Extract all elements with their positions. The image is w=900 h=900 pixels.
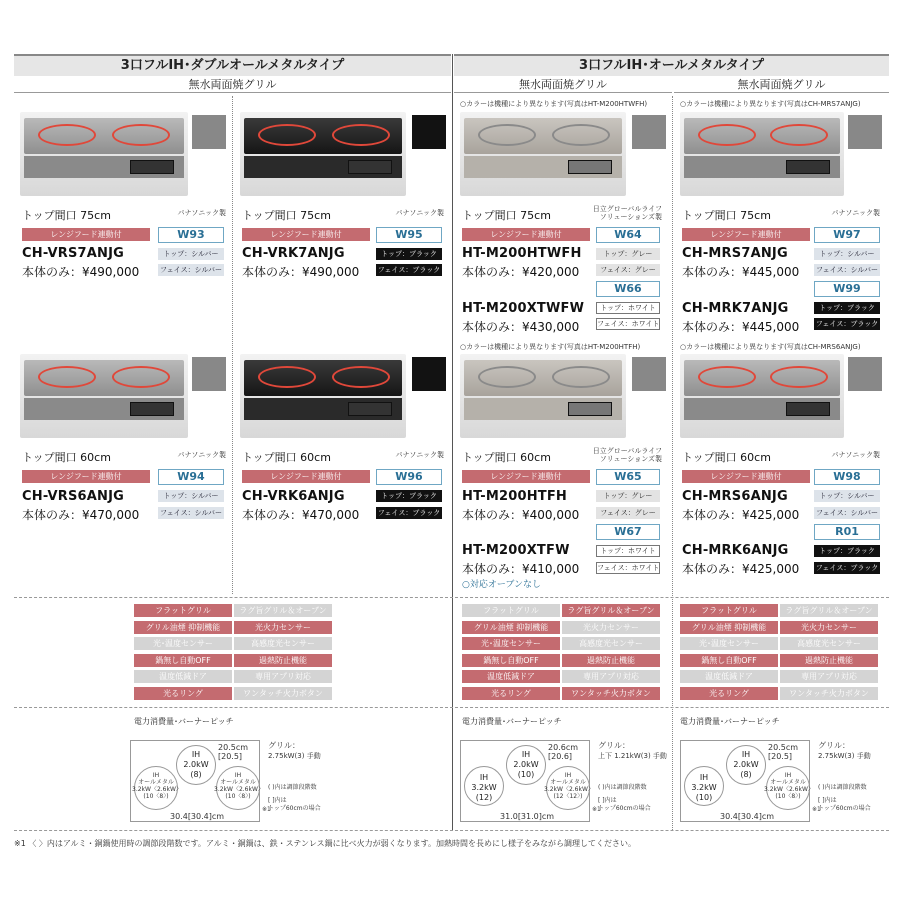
- maker-line2: ソリューションズ製: [599, 455, 662, 463]
- feature-mid-3: 光火力センサー: [562, 621, 660, 634]
- diagram-title: 電力消費量･バーナーピッチ: [680, 717, 780, 726]
- feature-mid-5: 高感度光センサー: [562, 637, 660, 650]
- product-image-vrs6: [20, 354, 188, 438]
- model-name: CH-MRK6ANJG: [682, 543, 789, 558]
- price: 本体のみ：¥400,000: [462, 508, 580, 522]
- oven-note: ○対応オーブンなし: [462, 580, 542, 590]
- feature-left-9: 専用アプリ対応: [234, 670, 332, 683]
- divider-footnote: [14, 830, 889, 831]
- feature-mid-1: ラグ旨グリル＆オーブン: [562, 604, 660, 617]
- hood-badge: レンジフード連動付: [242, 228, 370, 241]
- color-code: W95: [376, 227, 442, 243]
- hood-badge: レンジフード連動付: [22, 470, 150, 483]
- feature-left-3: 光火力センサー: [234, 621, 332, 634]
- color-swatch-grey: [632, 357, 666, 391]
- top-color-tag: トップ：シルバー: [158, 248, 224, 260]
- face-color-tag: フェイス：シルバー: [158, 264, 224, 276]
- maker-label: パナソニック製: [177, 451, 226, 459]
- model-name: HT-M200HTWFH: [462, 246, 582, 261]
- burner-center-label: IH 2.0kW (8): [733, 750, 759, 779]
- pitch-top: 20.5cm: [768, 743, 799, 752]
- hood-badge: レンジフード連動付: [242, 470, 370, 483]
- price: 本体のみ：¥425,000: [682, 562, 800, 576]
- price: 本体のみ：¥445,000: [682, 265, 800, 279]
- color-note: ○カラーは機種により異なります(写真はCH-MRS7ANJG): [680, 100, 861, 108]
- divider-features: [14, 597, 889, 598]
- price: 本体のみ：¥490,000: [242, 265, 360, 279]
- note-steps: ( )内は調節段階数: [818, 784, 867, 791]
- face-color-tag: フェイス：ブラック: [815, 564, 879, 572]
- color-code: W99: [814, 281, 880, 297]
- hood-badge: レンジフード連動付: [682, 470, 810, 483]
- face-color-tag: フェイス：グレー: [596, 507, 660, 519]
- grill-value: 2.75kW(3) 手動: [268, 752, 321, 760]
- price: 本体のみ：¥470,000: [242, 508, 360, 522]
- size-label: トップ間口 75cm: [22, 209, 111, 222]
- feature-left-7: 過熱防止機能: [234, 654, 332, 667]
- maker-line1: 日立グローバルライフ: [592, 205, 662, 213]
- face-color-tag: フェイス：ホワイト: [597, 320, 660, 328]
- feature-left-0: フラットグリル: [134, 604, 232, 617]
- price: 本体のみ：¥490,000: [22, 265, 140, 279]
- size-label: トップ間口 75cm: [682, 209, 771, 222]
- size-label: トップ間口 60cm: [22, 451, 111, 464]
- pitch-top: 20.6cm: [548, 743, 579, 752]
- subheader-left: 無水両面焼グリル: [14, 77, 451, 93]
- face-color-tag: フェイス：ブラック: [377, 266, 441, 274]
- burner-left-label: IH オールメタル 3.2kW〈2.6kW〉 (10〈8〉): [132, 772, 182, 800]
- feature-mid-7: 過熱防止機能: [562, 654, 660, 667]
- note-top60: トップ60cmの場合: [818, 805, 871, 812]
- feature-left-8: 温度低減ドア: [134, 670, 232, 683]
- product-image-htwfh: [460, 112, 626, 196]
- color-swatch-silver: [192, 115, 226, 149]
- model-name: CH-VRS6ANJG: [22, 489, 124, 504]
- feature-left-2: グリル油煙 抑制機能: [134, 621, 232, 634]
- price: 本体のみ：¥445,000: [682, 320, 800, 334]
- price: 本体のみ：¥430,000: [462, 320, 580, 334]
- feature-right-6: 鍋無し自動OFF: [680, 654, 778, 667]
- note-bracket: [ ]内は: [598, 797, 617, 804]
- color-swatch-silver: [848, 357, 882, 391]
- model-name: CH-VRS7ANJG: [22, 246, 124, 261]
- note-mark: ※1: [812, 806, 821, 813]
- top-color-tag: トップ：ブラック: [814, 545, 880, 557]
- maker-line2: ソリューションズ製: [599, 213, 662, 221]
- color-swatch-black: [412, 115, 446, 149]
- note-mark: ※1: [262, 806, 271, 813]
- burner-center-label: IH 2.0kW (8): [183, 750, 209, 779]
- header-all-metal: 3口フルIH･オールメタルタイプ: [454, 54, 889, 76]
- note-mark: ※1: [592, 806, 601, 813]
- maker-label: [584, 447, 662, 463]
- grill-value: 2.75kW(3) 手動: [818, 752, 871, 760]
- subheader-mid: 無水両面焼グリル: [454, 77, 672, 93]
- burner-right-label: IH オールメタル 3.2kW〈2.6kW〉 (10〈8〉): [764, 772, 814, 800]
- color-swatch-grey: [632, 115, 666, 149]
- size-label: トップ間口 75cm: [462, 209, 551, 222]
- hood-badge: レンジフード連動付: [462, 470, 590, 483]
- color-code: W96: [376, 469, 442, 485]
- maker-label: [584, 205, 662, 221]
- face-color-tag: フェイス：ホワイト: [597, 564, 660, 572]
- price: 本体のみ：¥425,000: [682, 508, 800, 522]
- feature-right-5: 高感度光センサー: [780, 637, 878, 650]
- burner-left-label: IH 3.2kW (10): [691, 773, 717, 802]
- pitch-top-bracket: [20.6]: [548, 752, 573, 761]
- grill-label: グリル：: [268, 741, 300, 750]
- color-note: ○カラーは機種により異なります(写真はHT-M200HTWFH): [460, 100, 648, 108]
- footnote: ※1 〈 〉内はアルミ・銅鍋使用時の調節段階数です。アルミ・銅鍋は、鉄・ステンレス鍋に比べ火力が弱くなります。加熱時間を長めにし様子をみながら調理してください。: [14, 839, 636, 848]
- feature-right-11: ワンタッチ火力ボタン: [780, 687, 878, 700]
- hood-badge: レンジフード連動付: [462, 228, 590, 241]
- feature-mid-11: ワンタッチ火力ボタン: [562, 687, 660, 700]
- feature-right-7: 過熱防止機能: [780, 654, 878, 667]
- color-code: W66: [596, 281, 660, 297]
- note-top60: トップ60cmの場合: [268, 805, 321, 812]
- divider-left-cols: [232, 96, 233, 594]
- subheader-right: 無水両面焼グリル: [674, 77, 889, 93]
- product-image-mrs7: [680, 112, 844, 196]
- note-bracket: [ ]内は: [818, 797, 837, 804]
- top-color-tag: トップ：ブラック: [814, 302, 880, 314]
- model-name: HT-M200XTFW: [462, 543, 570, 558]
- maker-label: パナソニック製: [831, 209, 880, 217]
- feature-right-10: 光るリング: [680, 687, 778, 700]
- top-color-tag: トップ：ブラック: [376, 490, 442, 502]
- model-name: CH-MRS6ANJG: [682, 489, 788, 504]
- color-code: W94: [158, 469, 224, 485]
- pitch-top: 20.5cm: [218, 743, 249, 752]
- feature-left-5: 高感度光センサー: [234, 637, 332, 650]
- divider-diagrams: [14, 707, 889, 708]
- burner-center-label: IH 2.0kW (10): [513, 750, 539, 779]
- feature-left-11: ワンタッチ火力ボタン: [234, 687, 332, 700]
- grill-label: グリル：: [818, 741, 850, 750]
- burner-right-label: IH オールメタル 3.2kW〈2.6kW〉 (12〈12〉): [544, 772, 594, 800]
- model-name: HT-M200XTWFW: [462, 301, 585, 316]
- maker-line1: 日立グローバルライフ: [592, 447, 662, 455]
- product-image-vrs7: [20, 112, 188, 196]
- model-name: CH-MRS7ANJG: [682, 246, 788, 261]
- pitch-bottom: 30.4[30.4]cm: [170, 812, 225, 821]
- top-color-tag: トップ：シルバー: [814, 248, 880, 260]
- feature-left-1: ラグ旨グリル＆オーブン: [234, 604, 332, 617]
- top-color-tag: トップ：シルバー: [814, 490, 880, 502]
- product-image-vrk7: [240, 112, 406, 196]
- model-name: CH-VRK6ANJG: [242, 489, 345, 504]
- face-color-tag: フェイス：ブラック: [815, 320, 879, 328]
- size-label: トップ間口 60cm: [242, 451, 331, 464]
- feature-left-10: 光るリング: [134, 687, 232, 700]
- feature-mid-6: 鍋無し自動OFF: [462, 654, 560, 667]
- color-code: R01: [814, 524, 880, 540]
- feature-right-4: 光･温度センサー: [680, 637, 778, 650]
- product-image-mrs6: [680, 354, 844, 438]
- color-code: W98: [814, 469, 880, 485]
- diagram-title: 電力消費量･バーナーピッチ: [462, 717, 562, 726]
- top-color-tag: トップ：グレー: [596, 490, 660, 502]
- feature-mid-9: 専用アプリ対応: [562, 670, 660, 683]
- model-name: CH-VRK7ANJG: [242, 246, 345, 261]
- face-color-tag: フェイス：シルバー: [814, 264, 880, 276]
- size-label: トップ間口 75cm: [242, 209, 331, 222]
- pitch-bottom: 31.0[31.0]cm: [500, 812, 555, 821]
- size-label: トップ間口 60cm: [682, 451, 771, 464]
- color-code: W65: [596, 469, 660, 485]
- header-double-all-metal: 3口フルIH･ダブルオールメタルタイプ: [14, 54, 451, 76]
- feature-left-4: 光･温度センサー: [134, 637, 232, 650]
- feature-left-6: 鍋無し自動OFF: [134, 654, 232, 667]
- feature-mid-8: 温度低減ドア: [462, 670, 560, 683]
- feature-right-3: 光火力センサー: [780, 621, 878, 634]
- maker-label: パナソニック製: [395, 209, 444, 217]
- face-color-tag: フェイス：シルバー: [158, 507, 224, 519]
- hood-badge: レンジフード連動付: [682, 228, 810, 241]
- pitch-top-bracket: [20.5]: [218, 752, 243, 761]
- maker-label: パナソニック製: [831, 451, 880, 459]
- top-color-tag: トップ：シルバー: [158, 490, 224, 502]
- feature-mid-0: フラットグリル: [462, 604, 560, 617]
- size-label: トップ間口 60cm: [462, 451, 551, 464]
- color-code: W93: [158, 227, 224, 243]
- burner-right-label: IH オールメタル 3.2kW〈2.6kW〉 (10〈8〉): [214, 772, 264, 800]
- face-color-tag: フェイス：ブラック: [377, 509, 441, 517]
- feature-mid-4: 光･温度センサー: [462, 637, 560, 650]
- feature-mid-10: 光るリング: [462, 687, 560, 700]
- pitch-top-bracket: [20.5]: [768, 752, 793, 761]
- grill-label: グリル：: [598, 741, 630, 750]
- feature-right-0: フラットグリル: [680, 604, 778, 617]
- feature-right-2: グリル油煙 抑制機能: [680, 621, 778, 634]
- color-code: W97: [814, 227, 880, 243]
- color-swatch-black: [412, 357, 446, 391]
- face-color-tag: フェイス：グレー: [596, 264, 660, 276]
- diagram-title: 電力消費量･バーナーピッチ: [134, 717, 234, 726]
- top-color-tag: トップ：ホワイト: [596, 302, 660, 314]
- top-color-tag: トップ：ホワイト: [596, 545, 660, 557]
- product-image-vrk6: [240, 354, 406, 438]
- note-steps: ( )内は調節段階数: [598, 784, 647, 791]
- color-note: ○カラーは機種により異なります(写真はHT-M200HTFH): [460, 343, 641, 351]
- burner-left-label: IH 3.2kW (12): [471, 773, 497, 802]
- color-swatch-silver: [192, 357, 226, 391]
- note-bracket: [ ]内は: [268, 797, 287, 804]
- pitch-bottom: 30.4[30.4]cm: [720, 812, 775, 821]
- feature-right-8: 温度低減ドア: [680, 670, 778, 683]
- top-color-tag: トップ：ブラック: [376, 248, 442, 260]
- model-name: HT-M200HTFH: [462, 489, 568, 504]
- note-steps: ( )内は調節段階数: [268, 784, 317, 791]
- divider-right-cols: [672, 96, 673, 830]
- grill-value: 上下 1.21kW(3) 手動: [598, 752, 667, 760]
- divider-main: [452, 54, 453, 830]
- price: 本体のみ：¥410,000: [462, 562, 580, 576]
- note-top60: トップ60cmの場合: [598, 805, 651, 812]
- model-name: CH-MRK7ANJG: [682, 301, 789, 316]
- color-code: W67: [596, 524, 660, 540]
- product-image-htfh: [460, 354, 626, 438]
- hood-badge: レンジフード連動付: [22, 228, 150, 241]
- price: 本体のみ：¥420,000: [462, 265, 580, 279]
- color-note: ○カラーは機種により異なります(写真はCH-MRS6ANJG): [680, 343, 861, 351]
- price: 本体のみ：¥470,000: [22, 508, 140, 522]
- top-color-tag: トップ：グレー: [596, 248, 660, 260]
- feature-right-9: 専用アプリ対応: [780, 670, 878, 683]
- face-color-tag: フェイス：シルバー: [814, 507, 880, 519]
- feature-mid-2: グリル油煙 抑制機能: [462, 621, 560, 634]
- maker-label: パナソニック製: [395, 451, 444, 459]
- maker-label: パナソニック製: [177, 209, 226, 217]
- color-code: W64: [596, 227, 660, 243]
- feature-right-1: ラグ旨グリル＆オーブン: [780, 604, 878, 617]
- color-swatch-silver: [848, 115, 882, 149]
